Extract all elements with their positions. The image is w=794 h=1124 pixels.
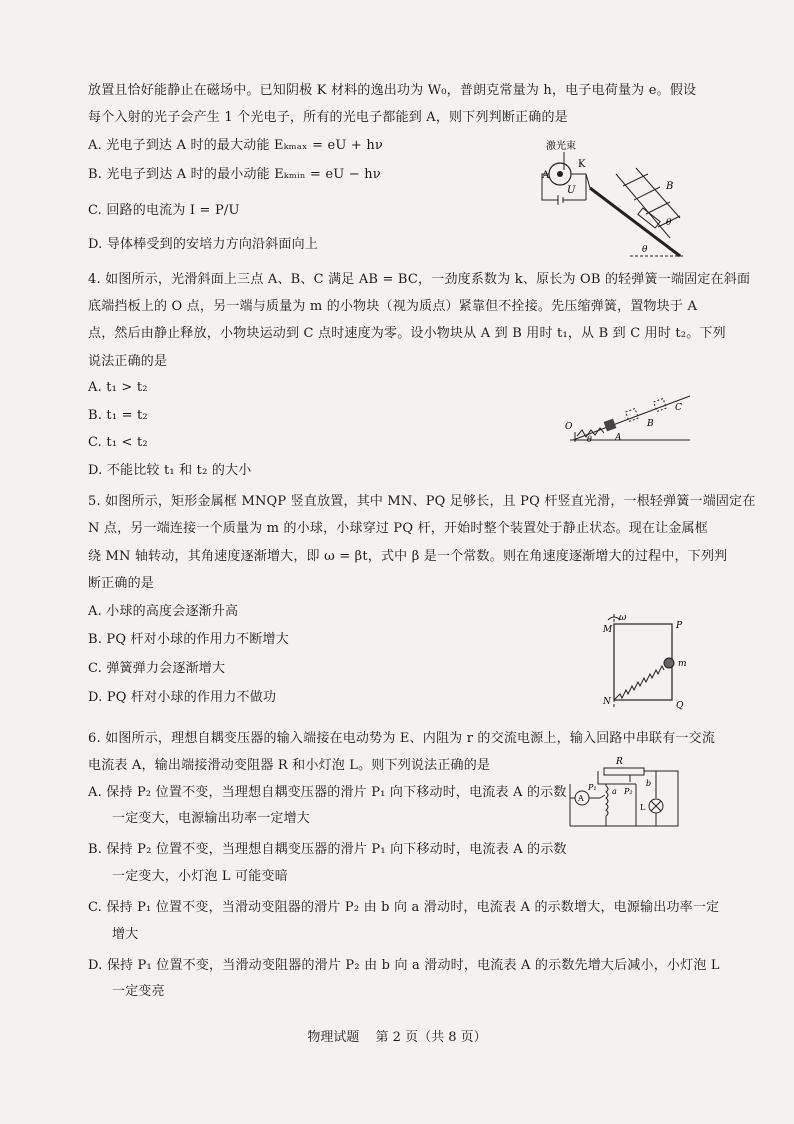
q4-stem-line-4: 说法正确的是 xyxy=(88,354,168,369)
svg-text:A: A xyxy=(578,794,584,803)
svg-text:A: A xyxy=(542,170,550,181)
q6-stem-line-1: 6. 如图所示，理想自耦变压器的输入端接在电动势为 E、内阻为 r 的交流电源上，输入回路中串联有一交流 xyxy=(88,731,716,746)
q5-stem-line-1: 5. 如图所示，矩形金属框 MNQP 竖直放置，其中 MN、PQ 足够长，且 PQ 杆竖直光滑，一根轻弹簧一端固定在 xyxy=(88,494,756,509)
q3-stem-line-2: 每个入射的光子会产生 1 个光电子，所有的光电子都能到 A，则下列判断正确的是 xyxy=(88,110,568,125)
q5-option-d: D. PQ 杆对小球的作用力不做功 xyxy=(88,690,277,705)
q5-option-b: B. PQ 杆对小球的作用力不断增大 xyxy=(88,632,289,647)
q6-option-a-line-2: 一定变大，电源输出功率一定增大 xyxy=(112,811,311,826)
footer-page-number: 第 2 页（共 8 页） xyxy=(375,1030,487,1045)
svg-text:B: B xyxy=(666,181,674,192)
svg-text:P₂: P₂ xyxy=(624,787,633,796)
svg-text:U: U xyxy=(567,185,576,196)
q5-option-c: C. 弹簧弹力会逐渐增大 xyxy=(88,661,226,676)
q6-option-a-line-1: A. 保持 P₂ 位置不变，当理想自耦变压器的滑片 P₁ 向下移动时，电流表 A 的示数 xyxy=(88,785,567,800)
q5-stem-line-3: 绕 MN 轴转动，其角速度逐渐增大，即 ω = βt，式中 β 是一个常数。则在角速度逐渐增大的过程中，下列判 xyxy=(88,549,728,564)
q4-stem-line-2: 底端挡板上的 O 点，另一端与质量为 m 的小物块（视为质点）紧靠但不拴接。先压缩弹簧，置物块于 A xyxy=(88,299,698,314)
q5-stem-line-2: N 点，另一端连接一个质量为 m 的小球，小球穿过 PQ 杆，开始时整个装置处于静止状态。现在让金属框 xyxy=(88,521,708,536)
q3-figure-photoelectric-incline xyxy=(520,138,700,260)
svg-text:O: O xyxy=(565,422,573,432)
svg-text:θ: θ xyxy=(587,435,592,444)
svg-text:P: P xyxy=(676,621,683,631)
q4-option-c: C. t₁ < t₂ xyxy=(88,435,148,450)
svg-text:M: M xyxy=(603,625,613,635)
svg-text:b: b xyxy=(646,779,652,788)
q6-stem-line-2: 电流表 A，输出端接滑动变阻器 R 和小灯泡 L。则下列说法正确的是 xyxy=(88,758,491,773)
q6-option-b-line-2: 一定变大，小灯泡 L 可能变暗 xyxy=(112,869,288,884)
q6-option-c-line-1: C. 保持 P₁ 位置不变，当滑动变阻器的滑片 P₂ 由 b 向 a 滑动时，电流表 A 的示数增大，电源输出功率一定 xyxy=(88,900,720,915)
q6-option-b-line-1: B. 保持 P₂ 位置不变，当理想自耦变压器的滑片 P₁ 向下移动时，电流表 A 的示数 xyxy=(88,842,567,857)
svg-text:ω: ω xyxy=(619,613,627,623)
svg-text:L: L xyxy=(640,803,646,812)
q5-figure-rotating-frame xyxy=(592,610,692,712)
q6-option-d-line-1: D. 保持 P₁ 位置不变，当滑动变阻器的滑片 P₂ 由 b 向 a 滑动时，电流表 A 的示数先增大后减小，小灯泡 L xyxy=(88,958,720,973)
svg-text:θ: θ xyxy=(666,218,672,228)
q3-option-d: D. 导体棒受到的安培力方向沿斜面向上 xyxy=(88,237,319,252)
q4-stem-line-3: 点，然后由静止释放，小物块运动到 C 点时速度为零。设小物块从 A 到 B 用时 t₁，从 B 到 C 用时 t₂。下列 xyxy=(88,326,726,341)
q3-option-b: B. 光电子到达 A 时的最小动能 Eₖₘᵢₙ = eU − hν xyxy=(88,167,381,182)
q4-option-b: B. t₁ = t₂ xyxy=(88,408,148,423)
svg-text:m: m xyxy=(678,659,687,669)
page-footer xyxy=(0,1026,794,1045)
svg-text:C: C xyxy=(675,403,682,413)
svg-text:a: a xyxy=(612,787,617,796)
svg-text:N: N xyxy=(603,697,611,707)
q5-option-a: A. 小球的高度会逐渐升高 xyxy=(88,604,239,619)
q3-stem-line-1: 放置且恰好能静止在磁场中。已知阴极 K 材料的逸出功为 W₀，普朗克常量为 h，电子电荷量为 e。假设 xyxy=(88,83,697,98)
q5-stem-line-4: 断正确的是 xyxy=(88,576,155,591)
q4-option-d: D. 不能比较 t₁ 和 t₂ 的大小 xyxy=(88,463,252,478)
svg-text:θ: θ xyxy=(642,245,648,255)
footer-subject: 物理试题 xyxy=(307,1030,360,1045)
q3-option-c: C. 回路的电流为 I = P/U xyxy=(88,203,240,218)
svg-text:Q: Q xyxy=(676,701,684,711)
svg-text:R: R xyxy=(616,757,623,767)
q4-stem-line-1: 4. 如图所示，光滑斜面上三点 A、B、C 满足 AB = BC，一劲度系数为 k、原长为 OB 的轻弹簧一端固定在斜面 xyxy=(88,272,751,287)
q3-option-a: A. 光电子到达 A 时的最大动能 Eₖₘₐₓ = eU + hν xyxy=(88,138,384,153)
svg-text:P₁: P₁ xyxy=(588,783,597,792)
q6-option-d-line-2: 一定变亮 xyxy=(112,984,165,999)
svg-text:K: K xyxy=(578,159,586,170)
svg-text:B: B xyxy=(647,419,654,429)
q6-figure-autotransformer-circuit xyxy=(560,754,690,836)
q6-option-c-line-2: 增大 xyxy=(112,927,139,942)
q4-option-a: A. t₁ > t₂ xyxy=(88,380,148,395)
q3-fig-laser-label: 激光束 xyxy=(546,141,576,152)
svg-text:A: A xyxy=(615,433,622,443)
q4-figure-spring-incline xyxy=(565,382,695,444)
